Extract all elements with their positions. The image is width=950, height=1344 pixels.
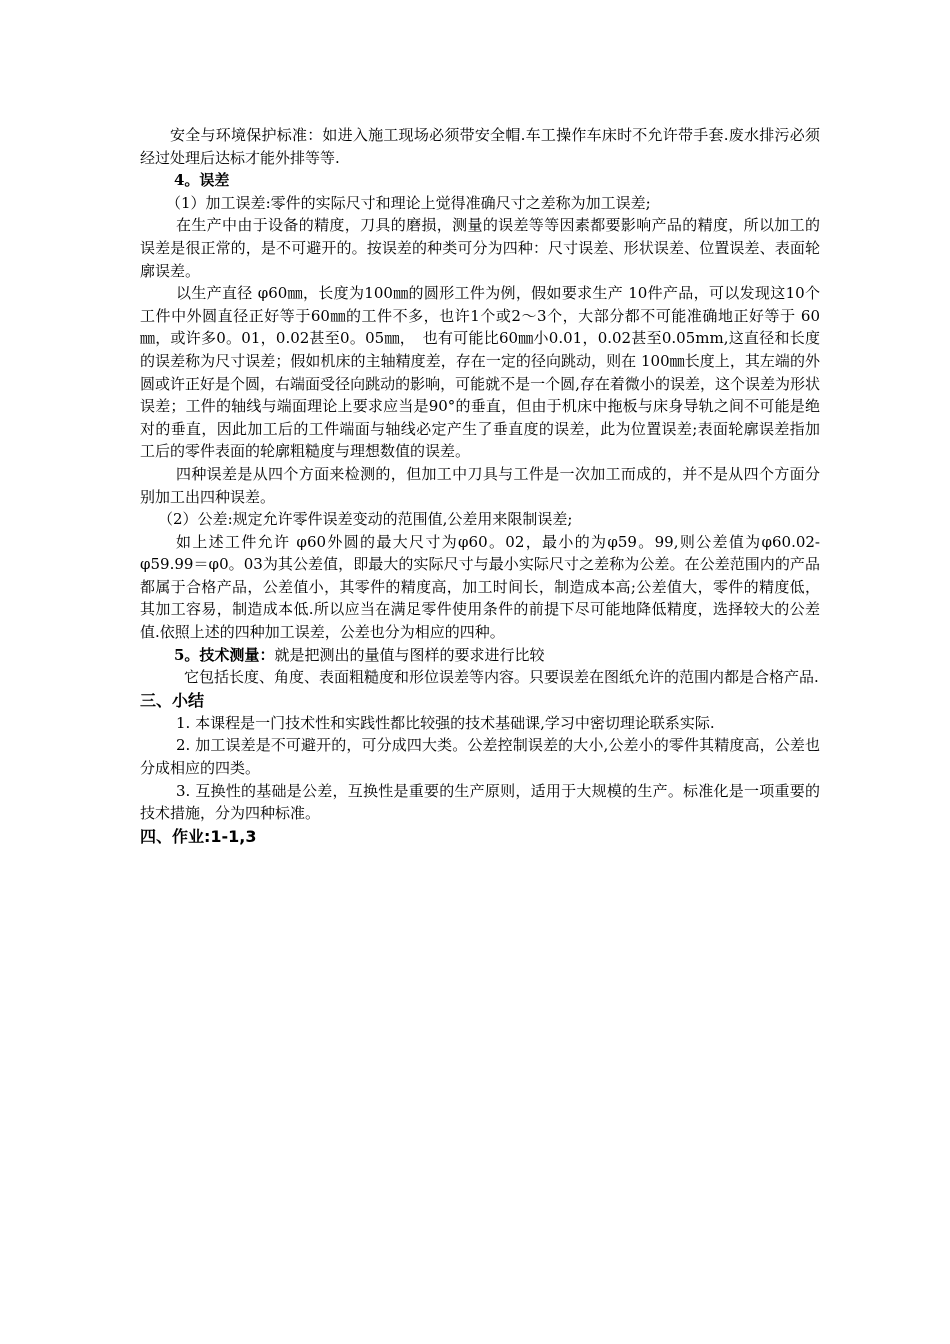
paragraph-tolerance-def xyxy=(140,508,820,531)
paragraph-measurement-content: 它包括长度、角度、表面粗糙度和形位误差等内容。只要误差在图纸允许的范围内都是合格产品. xyxy=(184,668,819,687)
heading-homework: 四、作业:1-1,3 xyxy=(140,826,257,846)
term-tolerance: 公差 xyxy=(197,510,228,529)
paragraph-machining-error-def xyxy=(140,192,820,215)
heading-summary: 三、小结 xyxy=(140,690,205,710)
paragraph-four-errors: 四种误差是从四个方面来检测的，但加工中刀具与工件是一次加工而成的，并不是从四个方面分别加工出四种误差。 xyxy=(140,464,820,506)
summary-item-3: 3. 互换性的基础是公差，互换性是重要的生产原则，适用于大规模的生产。标准化是一项重要的技术措施，分为四种标准。 xyxy=(140,781,820,823)
definition-tolerance: :规定允许零件误差变动的范围值,公差用来限制误差; xyxy=(227,510,573,529)
paragraph-tolerance-example: 如上述工件允许 φ60外圆的最大尺寸为φ60。02，最小的为φ59。99,则公差值为φ60.02-φ59.99＝φ0。03为其公差值，即最大的实际尺寸与最小实际尺寸之差称为公差。在公差范围内的产品都属于合格产品，公差值小，其零件的精度高，加工时间长，制造成本高;公差值大，零件的精度低，其加工容易，制造成本低.所以应当在满足零件使用条件的前提下尽可能地降低精度，选择较大的公差值.依照上述的四种加工误差，公差也分为相应的四种。 xyxy=(140,532,820,642)
term-machining-error: 加工误差 xyxy=(205,193,266,212)
summary-item-2: 2. 加工误差是不可避开的，可分成四大类。公差控制误差的大小,公差小的零件其精度高，公差也分成相应的四类。 xyxy=(140,736,820,778)
measurement-definition: 就是把测出的量值与图样的要求进行比较 xyxy=(274,645,545,664)
heading-technical-measurement: 5。技术测量： xyxy=(174,645,275,664)
heading-error: 4。误差 xyxy=(174,171,230,190)
paragraph-safety-standard: 安全与环境保护标准：如进入施工现场必须带安全帽.车工操作车床时不允许带手套.废水排污必须经过处理后达标才能外排等等. xyxy=(140,126,820,167)
document-page xyxy=(140,124,820,848)
summary-item-1: 1. 本课程是一门技术性和实践性都比较强的技术基础课,学习中密切理论联系实际. xyxy=(176,713,715,732)
paragraph-error-example: 以生产直径 φ60㎜，长度为100㎜的圆形工件为例，假如要求生产 10件产品，可以发现这10个工件中外圆直径正好等于60㎜的工件不多，也许1个或2～3个，大部分都不可能准确地正好等于 60㎜，或许多0。01，0.02甚至0。05㎜， 也有可能比60㎜小0.01，0.02甚至0.05mm,这直径和长度的误差称为尺寸误差；假如机床的主轴精度差，存在一定的径向跳动，则在 100㎜长度上，其左端的外圆或许正好是个圆，右端面受径向跳动的影响，可能就不是一个圆,存在着微小的误差，这个误差为形状误差；工件的轴线与端面理论上要求应当是90°的垂直，但由于机床中拖板与床身导轨之间不可能是绝对的垂直，因此加工后的工件端面与轴线必定产生了垂直度的误差，此为位置误差;表面轮廓误差指加工后的零件表面的轮廓粗糙度与理想数值的误差。 xyxy=(140,284,820,461)
item-number-1: （1） xyxy=(166,193,206,212)
paragraph-error-causes: 在生产中由于设备的精度，刀具的磨损，测量的误差等等因素都要影响产品的精度，所以加工的误差是很正常的，是不可避开的。按误差的种类可分为四种：尺寸误差、形状误差、位置误差、表面轮廓误差。 xyxy=(140,216,820,280)
definition-machining-error: :零件的实际尺寸和理论上觉得准确尺寸之差称为加工误差; xyxy=(265,193,651,212)
item-number-2: （2） xyxy=(158,510,198,529)
paragraph-measurement-heading xyxy=(140,644,820,667)
